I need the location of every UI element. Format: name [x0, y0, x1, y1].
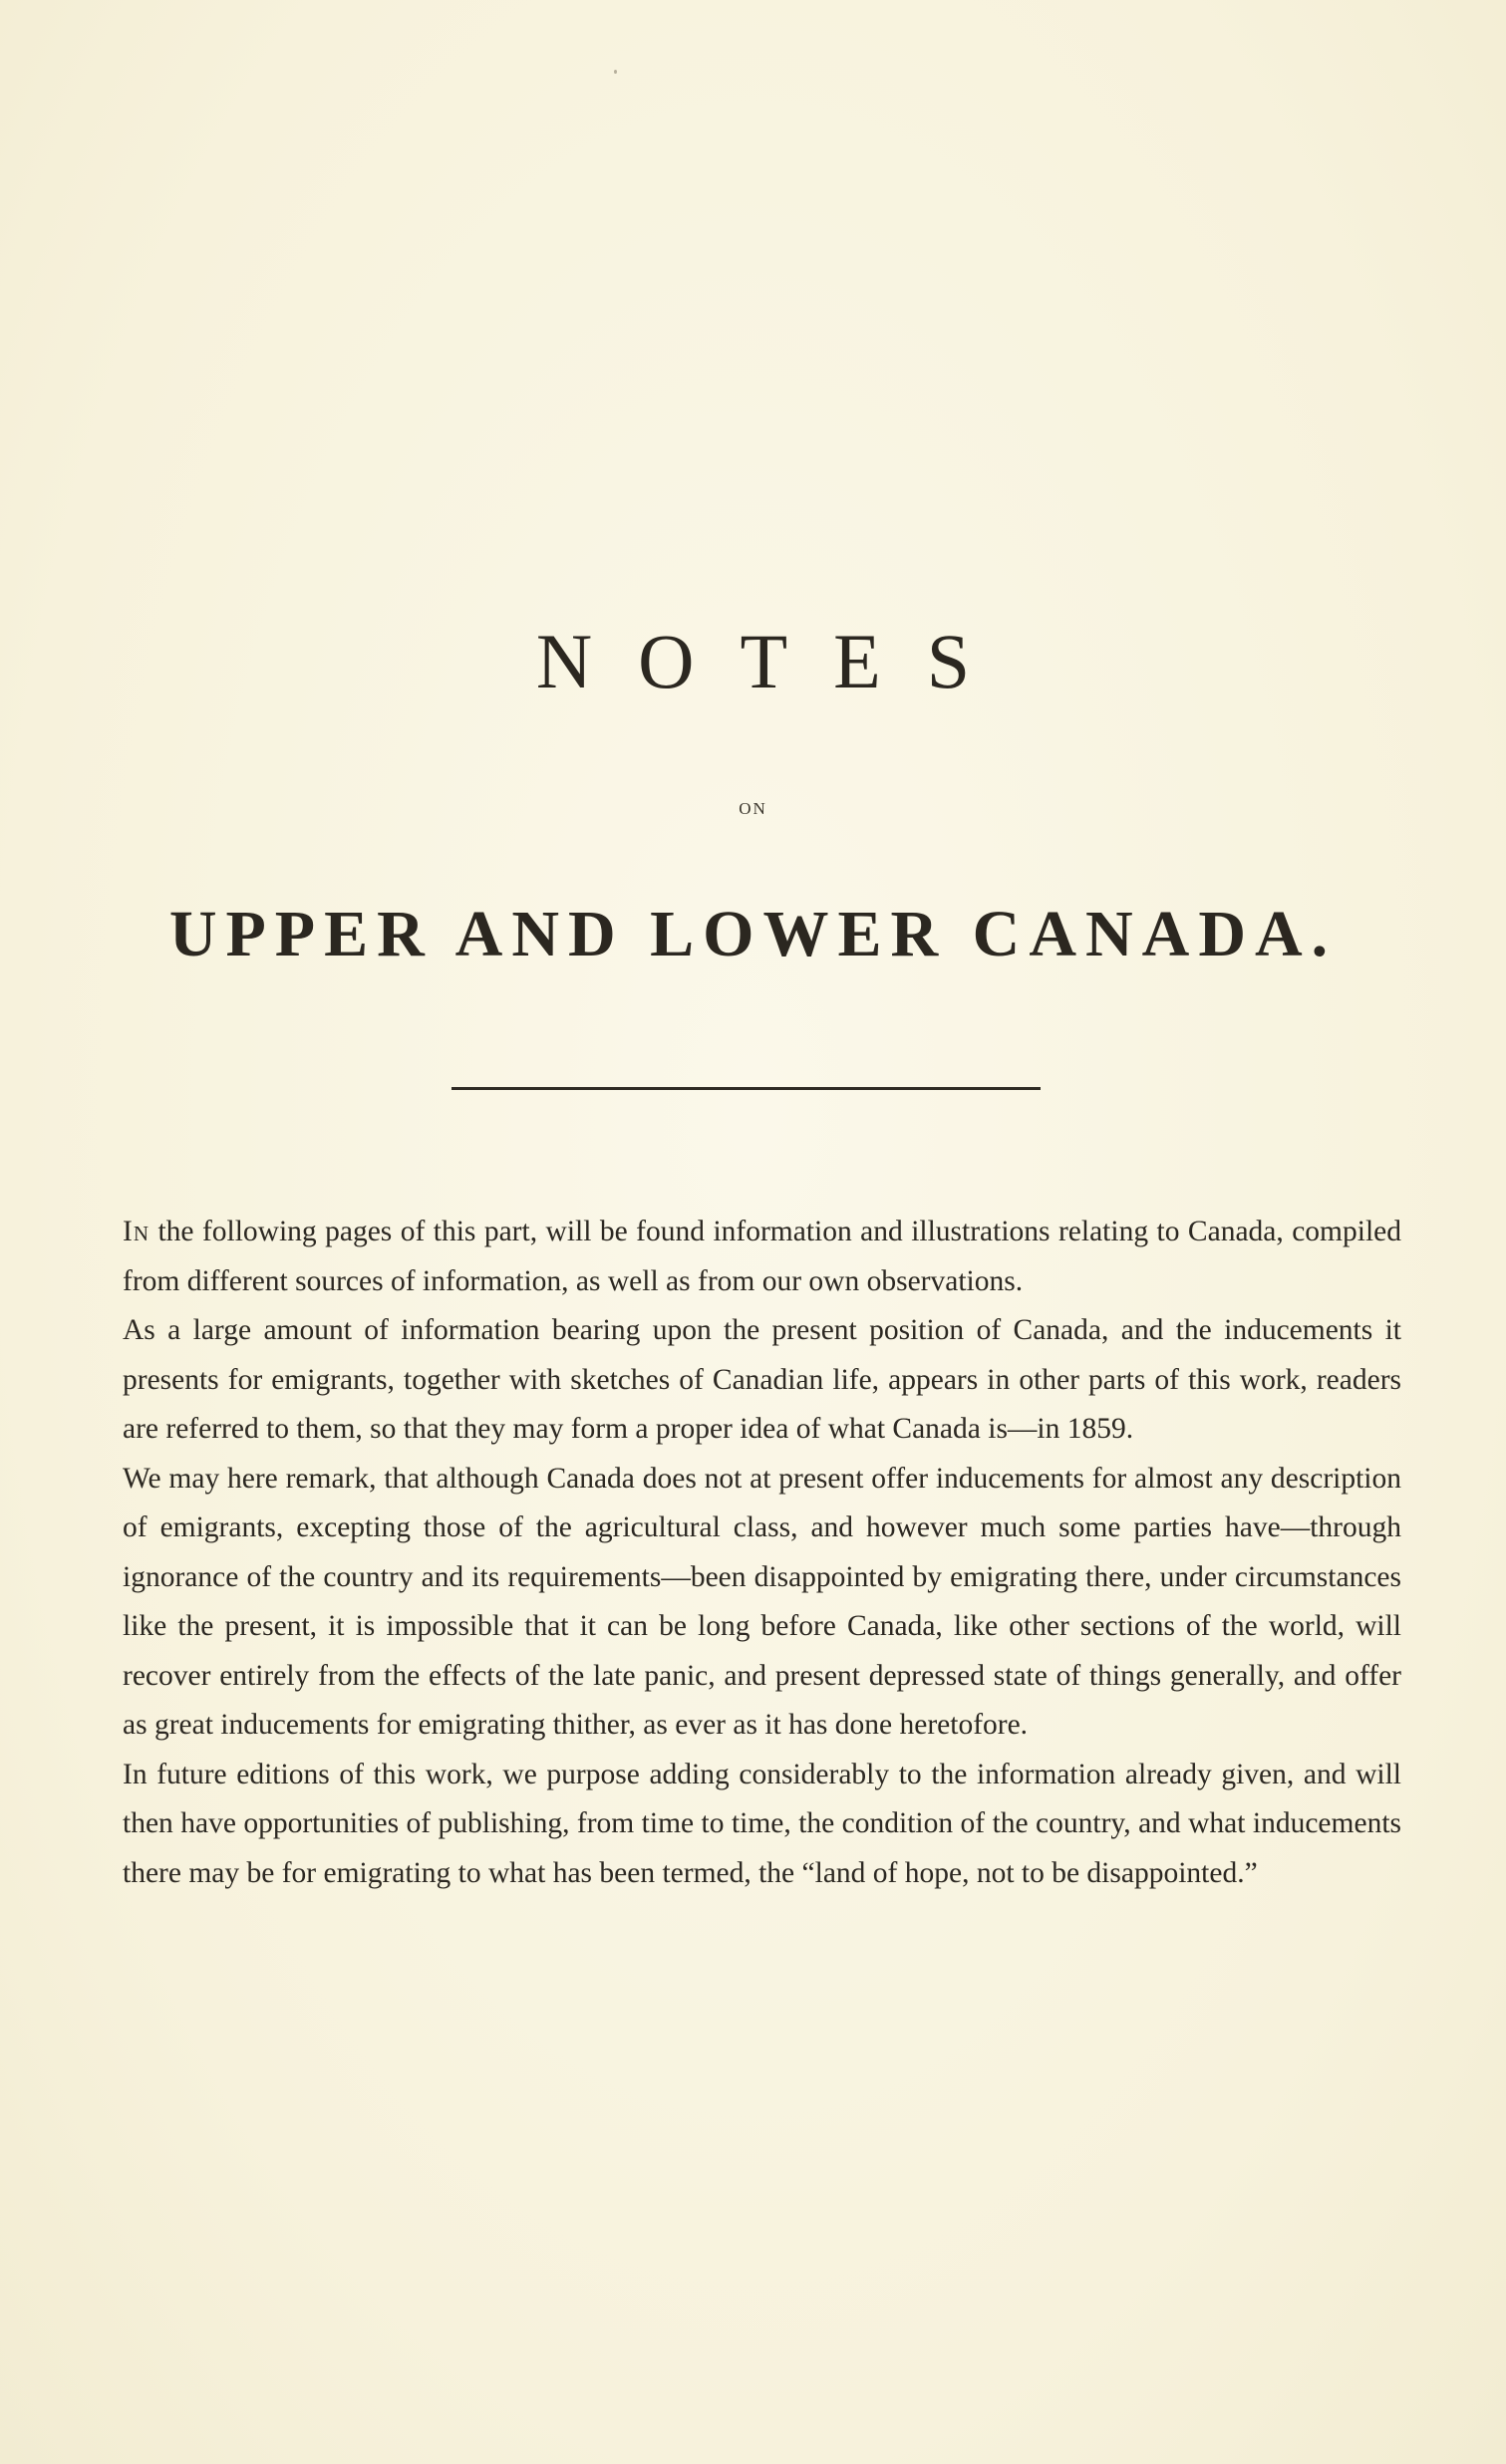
paragraph-2: As a large amount of information bearing upon the present position of Canada, and the inducements it presents for emigrants, together with sketches of Canadian life, appears in other parts of this work, readers are referred to them, so that they may form a proper idea of what Canada is—in 1859. [123, 1314, 1401, 1445]
paragraph-lead: In [123, 1216, 150, 1247]
paragraph-1 [123, 1208, 1401, 1306]
page-subtitle: UPPER AND LOWER CANADA. [168, 898, 1338, 970]
paragraph-text: the following pages of this part, will be found information and illustrations relating to Canada, compiled from different sources of information, as well as from our own observations. [123, 1216, 1401, 1297]
body-text [123, 1208, 1401, 1898]
paragraph-4: In future editions of this work, we purpose adding considerably to the information already given, and will then have opportunities of publishing, from time to time, the condition of the country, and what inducements there may be for emigrating to what has been termed, the “land of hope, not to be disappointed.” [123, 1758, 1401, 1889]
page-title: NOTES [535, 618, 1017, 704]
horizontal-rule [452, 1087, 1041, 1090]
title-connector: ON [739, 799, 767, 818]
paragraph-3: We may here remark, that although Canada does not at present offer inducements for almost any description of emigrants, excepting those of the agricultural class, and however much some parties have—through ignorance of the country and its requirements—been disappointed by emigrating there, under circumstances like the present, it is impossible that it can be long before Canada, like other sections of the world, will recover entirely from the effects of the late panic, and present depressed state of things generally, and offer as great inducements for emigrating thither, as ever as it has done heretofore. [123, 1462, 1401, 1741]
paper-speck [614, 70, 617, 74]
